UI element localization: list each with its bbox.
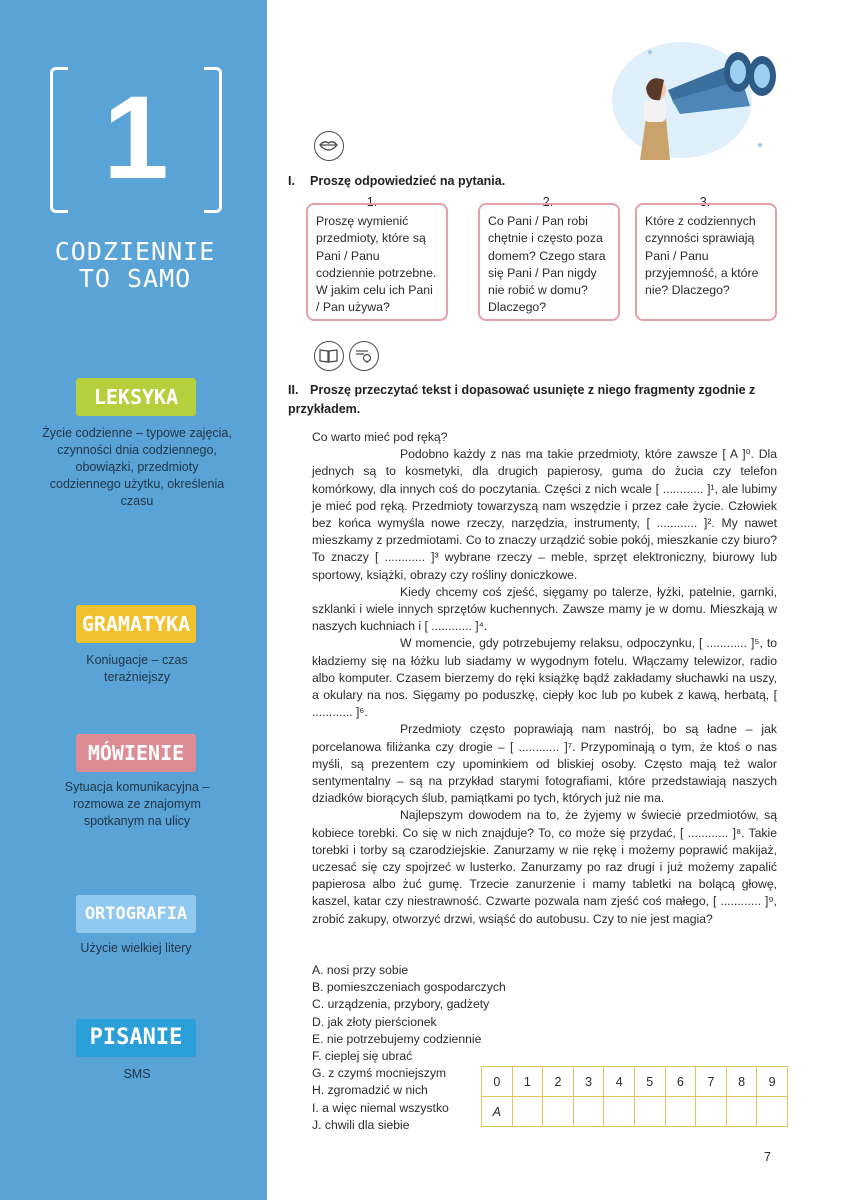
answer-option: G. z czymś mocniejszym: [312, 1066, 447, 1081]
unit-title-line: CODZIENNIE: [54, 237, 216, 266]
unit-title: [30, 238, 240, 292]
answer-option: B. pomieszczeniach gospodarczych: [312, 980, 506, 995]
unit-sidebar: [0, 0, 267, 1200]
question-text: Które z codziennych czynności sprawiają Pani / Panu przyjemność, a które nie? Dlaczego?: [645, 214, 759, 298]
exercise1-instruction: Proszę odpowiedzieć na pytania.: [310, 174, 506, 188]
idea-text-icon: [349, 341, 379, 371]
grid-answer-cell[interactable]: [543, 1097, 574, 1127]
section-desc-pisanie: SMS: [123, 1067, 151, 1081]
speaking-lips-icon: [314, 131, 344, 161]
reading-article: [312, 429, 777, 928]
grid-number-cell: 5: [634, 1067, 665, 1097]
answer-option: D. jak złoty pierścionek: [312, 1014, 437, 1029]
grid-answer-cell[interactable]: [665, 1097, 696, 1127]
section-tag-gramatyka: GRAMATYKA: [76, 605, 196, 643]
question-text: Proszę wymienić przedmioty, które są Pani / Panu codziennie potrzebne. W jakim celu ich Pani / Pan używa?: [316, 214, 437, 315]
section-tag-mowienie: MÓWIENIE: [76, 734, 196, 772]
unit-number-frame: [50, 67, 222, 213]
question-box: [635, 203, 777, 321]
article-title: Co warto mieć pod ręką?: [312, 430, 448, 444]
grid-answer-cell[interactable]: A: [482, 1097, 513, 1127]
exercise2-heading: [288, 381, 778, 419]
answer-option: J. chwili dla siebie: [312, 1117, 410, 1132]
grid-answer-cell[interactable]: [757, 1097, 788, 1127]
exercise2-instruction: Proszę przeczytać tekst i dopasować usunięte z niego fragmenty zgodnie z przykładem.: [288, 383, 756, 416]
article-paragraph: Najlepszym dowodem na to, że żyjemy w świecie przedmiotów, są kobiece torebki. Co się w nich znajduje? To, co może się przydać, [ ............ ]⁸. Takie torebki i torby są czarodziejskie. Zanurzamy w nie rękę i możemy poprawić makijaż, uczesać się czy spojrzeć w lusterko. Zanurzamy po raz drugi i już możemy zapalić papierosa albo żuć gumę. Trzecie zanurzenie i mamy tabletki na bolącą głowę, kaszel, katar czy niestrawność. Czwarte pozwala nam zjeść coś małego, [ ............ ]⁹, zrobić zakupy, otworzyć drzwi, wsiąść do autobusu. Czy to nie jest magia?: [312, 808, 777, 926]
question-number: 3.: [690, 195, 720, 209]
section-desc-ortografia: Użycie wielkiej litery: [80, 941, 192, 955]
answer-option: C. urządzenia, przybory, gadżety: [312, 997, 490, 1012]
grid-number-cell: 4: [604, 1067, 635, 1097]
answer-grid: [481, 1066, 788, 1127]
book-reading-icon: [314, 341, 344, 371]
lips-glyph: [315, 132, 342, 159]
exercise1-number: I.: [288, 174, 295, 188]
grid-answer-cell[interactable]: [512, 1097, 543, 1127]
question-number: 2.: [533, 195, 563, 209]
question-box: [306, 203, 448, 321]
unit-title-line: TO SAMO: [78, 264, 192, 293]
grid-number-cell: 3: [573, 1067, 604, 1097]
section-desc-gramatyka: Koniugacje – czas teraźniejszy: [86, 653, 188, 684]
question-number: 1.: [357, 195, 387, 209]
exercise2-number: II.: [288, 383, 299, 397]
section-tag-leksyka: LEKSYKA: [76, 378, 196, 416]
binoculars-illustration: [610, 40, 780, 165]
grid-number-cell: 1: [512, 1067, 543, 1097]
answer-grid-answers-row: [482, 1097, 788, 1127]
exercise1-heading: [288, 172, 505, 191]
article-paragraph: Przedmioty często poprawiają nam nastrój, bo są ładne – jak porcelanowa filiżanka czy drogie – [ ............ ]⁷. Przypominają o tym, że ktoś o nas myśli, są prezentem czy upominkiem od bliskiej osoby. Często mają też walor sentymentalny – są na przykład starymi fotografiami, które przedstawiają naszych dziadków biorących ślub, pamiątkami po tych, których już nie ma.: [312, 722, 777, 806]
unit-number: 1: [103, 72, 169, 204]
grid-answer-cell[interactable]: [726, 1097, 757, 1127]
grid-number-cell: 6: [665, 1067, 696, 1097]
answer-options-list: [312, 962, 506, 1134]
answer-option: A. nosi przy sobie: [312, 963, 409, 977]
idea-glyph: [350, 342, 377, 369]
answer-option: H. zgromadzić w nich: [312, 1083, 428, 1098]
grid-number-cell: 2: [543, 1067, 574, 1097]
grid-answer-cell[interactable]: [573, 1097, 604, 1127]
question-text: Co Pani / Pan robi chętnie i często poza domem? Czego stara się Pani / Pan nigdy nie robić w domu? Dlaczego?: [488, 214, 606, 315]
grid-number-cell: 7: [696, 1067, 727, 1097]
book-glyph: [315, 342, 342, 369]
grid-answer-cell[interactable]: [696, 1097, 727, 1127]
section-desc-leksyka: Życie codzienne – typowe zajęcia, czynności dnia codziennego, obowiązki, przedmioty codziennego użytku, określenia czasu: [42, 426, 232, 508]
answer-option: E. nie potrzebujemy codziennie: [312, 1031, 482, 1046]
page-number: 7: [764, 1150, 771, 1164]
answer-option: F. cieplej się ubrać: [312, 1049, 413, 1064]
section-desc-mowienie: Sytuacja komunikacyjna – rozmowa ze znajomym spotkanym na ulicy: [64, 780, 210, 828]
grid-number-cell: 0: [482, 1067, 513, 1097]
grid-answer-cell[interactable]: [604, 1097, 635, 1127]
answer-option: I. a więc niemal wszystko: [312, 1100, 449, 1115]
article-paragraph: Podobno każdy z nas ma takie przedmioty, które zawsze [ A ]⁰. Dla jednych są to kosmetyki, dla drugich papierosy, guma do żucia czy telefon komórkowy, dla innych coś do poczytania. Części z nich wcale [ ............ ]¹, ale lubimy je mieć pod ręką. Przedmioty towarzyszą nam wszędzie i przez całe życie. Człowiek bez końca wymyśla nowe rzeczy, narzędzia, instrumenty, [ ............ ]². My nawet mieszkamy z przedmiotami. Co to znaczy urządzić sobie pokój, mieszkanie czy biuro? To znaczy [ ............ ]³ wybrane rzeczy – meble, sprzęt elektroniczny, biurowy lub sportowy, książki, obrazy czy rośliny doniczkowe.: [312, 447, 777, 582]
grid-number-cell: 9: [757, 1067, 788, 1097]
article-paragraph: W momencie, gdy potrzebujemy relaksu, odpoczynku, [ ............ ]⁵, to kładziemy się na łóżku lub siadamy w wygodnym fotelu. Włączamy telewizor, radio albo komputer. Czasem bierzemy do ręki książkę bądź zakładamy słuchawki na uszy, a okulary na nos. Sięgamy po poduszkę, ciepły koc lub po kubek z kawą, herbatą, [ ............ ]⁶.: [312, 636, 777, 720]
question-box: [478, 203, 620, 321]
grid-answer-cell[interactable]: [634, 1097, 665, 1127]
article-paragraph: Kiedy chcemy coś zjeść, sięgamy po talerze, łyżki, patelnie, garnki, szklanki i wiele innych sprzętów kuchennych. Zawsze mamy je w domu. Mieszkają w naszych kuchniach i [ ............ ]⁴.: [312, 584, 777, 634]
section-tag-pisanie: PISANIE: [76, 1019, 196, 1057]
answer-grid-numbers-row: [482, 1067, 788, 1097]
grid-number-cell: 8: [726, 1067, 757, 1097]
section-tag-ortografia: ORTOGRAFIA: [76, 895, 196, 933]
